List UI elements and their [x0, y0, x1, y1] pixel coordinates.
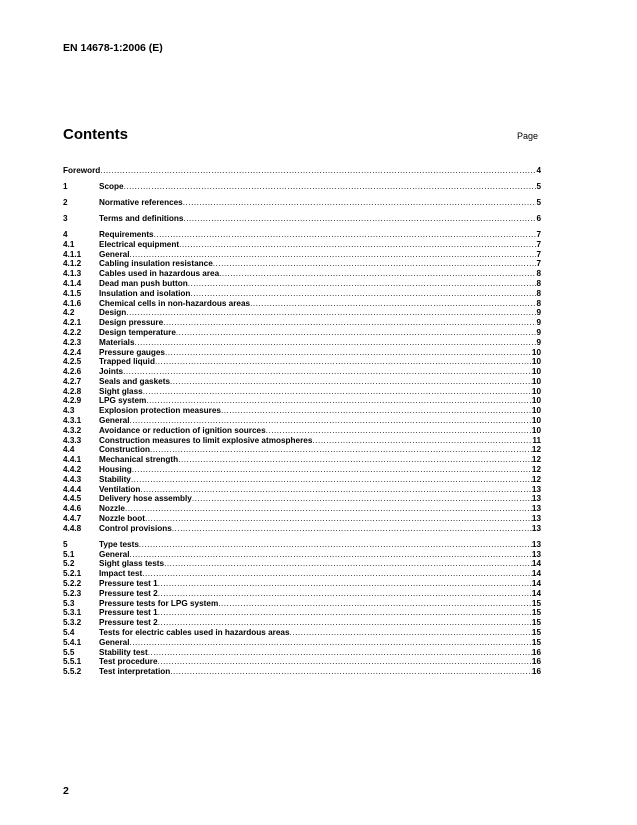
- toc-entry[interactable]: [63, 485, 541, 495]
- toc-entry-number: 1: [63, 181, 68, 191]
- toc-entry[interactable]: [63, 455, 541, 465]
- dot-leader: [130, 550, 532, 560]
- toc-entry-page: 13: [531, 494, 541, 504]
- toc-entry[interactable]: [63, 514, 541, 524]
- toc-entry-title: Delivery hose assembly: [99, 494, 192, 504]
- toc-entry-title: Avoidance or reduction of ignition sources: [99, 425, 266, 435]
- dot-leader: [145, 514, 532, 524]
- toc-entry-number: 4.1.3: [63, 269, 82, 279]
- toc-entry-page: 8: [536, 288, 541, 298]
- dot-leader: [155, 357, 532, 367]
- toc-entry[interactable]: [63, 338, 541, 348]
- dot-leader: [140, 485, 531, 495]
- dot-leader: [130, 416, 532, 426]
- toc-entry-number: 4.1.6: [63, 298, 82, 308]
- dot-leader: [192, 494, 532, 504]
- toc-entry[interactable]: [63, 667, 541, 677]
- toc-entry-page: 12: [531, 474, 541, 484]
- toc-entry-title: Design pressure: [99, 318, 164, 328]
- toc-entry-page: 10: [531, 357, 541, 367]
- toc-entry-number: 5.2.1: [63, 569, 82, 579]
- toc-entry-page: 6: [536, 213, 541, 223]
- toc-entry-title: Pressure test 2: [99, 618, 158, 628]
- dot-leader: [143, 387, 532, 397]
- toc-entry[interactable]: [63, 445, 541, 455]
- toc-entry-page: 13: [531, 549, 541, 559]
- dot-leader: [130, 638, 532, 648]
- toc-entry[interactable]: [63, 259, 541, 269]
- toc-entry[interactable]: [63, 540, 541, 550]
- toc-entry-title: Cabling insulation resistance: [99, 259, 213, 269]
- toc-entry-page: 14: [531, 579, 541, 589]
- toc-entry-title: General: [99, 549, 130, 559]
- toc-entry-title: Electrical equipment: [99, 239, 180, 249]
- toc-entry-number: 4.2.2: [63, 327, 82, 337]
- toc-entry-page: 15: [531, 618, 541, 628]
- toc-entry-number: 4.4.5: [63, 494, 82, 504]
- toc-entry[interactable]: [63, 230, 541, 240]
- toc-entry-number: 4.1.2: [63, 259, 82, 269]
- toc-entry-number: 2: [63, 197, 68, 207]
- toc-entry-page: 7: [536, 229, 541, 239]
- toc-entry-title: Housing: [99, 465, 132, 475]
- toc-entry-number: 4.2.6: [63, 367, 82, 377]
- toc-entry[interactable]: [63, 494, 541, 504]
- toc-entry-page: 14: [531, 569, 541, 579]
- toc-entry[interactable]: [63, 579, 541, 589]
- toc-entry-title: Materials: [99, 337, 135, 347]
- toc-entry-title: Foreword: [63, 166, 101, 175]
- toc-entry[interactable]: [63, 348, 541, 358]
- toc-entry-title: Seals and gaskets: [99, 376, 170, 386]
- toc-entry-number: 4.4.7: [63, 514, 82, 524]
- toc-entry-title: Test interpretation: [99, 667, 171, 677]
- toc-entry-title: Construction: [99, 445, 150, 455]
- toc-entry-number: 4.3.1: [63, 416, 82, 426]
- dot-leader: [142, 569, 532, 579]
- toc-entry-number: 4.2: [63, 308, 75, 318]
- toc-entry[interactable]: [63, 328, 541, 338]
- dot-leader: [139, 540, 532, 550]
- toc-entry[interactable]: [63, 550, 541, 560]
- toc-entry-page: 5: [536, 181, 541, 191]
- toc-entry-title: Trapped liquid: [99, 357, 155, 367]
- toc-entry-page: 8: [536, 269, 541, 279]
- toc-entry-title: Ventilation: [99, 484, 141, 494]
- toc-entry[interactable]: [63, 628, 541, 638]
- dot-leader: [158, 608, 532, 618]
- toc-entry[interactable]: [63, 465, 541, 475]
- toc-entry-page: 5: [536, 197, 541, 207]
- toc-entry-number: 4.2.3: [63, 337, 82, 347]
- toc-entry-page: 15: [531, 608, 541, 618]
- toc-entry-number: 4.4.2: [63, 465, 82, 475]
- dot-leader: [164, 559, 532, 569]
- toc-entry-page: 9: [536, 337, 541, 347]
- toc-entry-page: 4: [536, 166, 541, 175]
- toc-entry-page: 7: [536, 239, 541, 249]
- toc-entry-title: Pressure test 1: [99, 608, 158, 618]
- page-column-label: Page: [517, 131, 539, 141]
- toc-entry-title: Stability test: [99, 647, 148, 657]
- toc-entry-number: 5.1: [63, 549, 75, 559]
- dot-leader: [158, 618, 532, 628]
- toc-entry-page: 10: [531, 386, 541, 396]
- toc-entry-number: 4.2.8: [63, 386, 82, 396]
- toc-entry-title: Sight glass: [99, 386, 143, 396]
- dot-leader: [148, 648, 532, 658]
- toc-entry-number: 5.3.2: [63, 618, 82, 628]
- toc-entry-number: 5: [63, 539, 68, 549]
- dot-leader: [172, 524, 532, 534]
- toc-entry[interactable]: [63, 618, 541, 628]
- toc-entry[interactable]: [63, 648, 541, 658]
- toc-entry-number: 5.3.1: [63, 608, 82, 618]
- toc-entry-title: Stability: [99, 474, 131, 484]
- dot-leader: [250, 299, 536, 309]
- table-of-contents: [63, 166, 541, 677]
- toc-entry-number: 4.1.1: [63, 249, 82, 259]
- toc-entry-page: 10: [531, 376, 541, 386]
- toc-entry-title: Pressure gauges: [99, 347, 165, 357]
- dot-leader: [163, 318, 536, 328]
- toc-entry-title: Cables used in hazardous area: [99, 269, 220, 279]
- toc-entry-page: 9: [536, 318, 541, 328]
- toc-entry-number: 4.3: [63, 406, 75, 416]
- dot-leader: [179, 240, 536, 250]
- toc-entry[interactable]: [63, 289, 541, 299]
- toc-entry[interactable]: [63, 198, 541, 208]
- toc-entry-title: Nozzle boot: [99, 514, 145, 524]
- toc-entry-page: 11: [532, 435, 541, 445]
- toc-entry[interactable]: [63, 308, 541, 318]
- toc-entry-page: 7: [536, 249, 541, 259]
- toc-entry-title: Normative references: [99, 197, 183, 207]
- toc-entry[interactable]: [63, 638, 541, 648]
- toc-entry-number: 4.3.2: [63, 425, 82, 435]
- toc-entry[interactable]: [63, 436, 541, 446]
- dot-leader: [125, 504, 532, 514]
- toc-entry-page: 16: [531, 647, 541, 657]
- toc-entry-number: 5.2: [63, 559, 75, 569]
- toc-entry-page: 8: [536, 298, 541, 308]
- dot-leader: [158, 579, 532, 589]
- toc-entry-number: 4.2.4: [63, 347, 82, 357]
- toc-entry[interactable]: [63, 504, 541, 514]
- toc-entry[interactable]: [63, 269, 541, 279]
- dot-leader: [123, 367, 532, 377]
- toc-entry-number: 4.1: [63, 239, 75, 249]
- toc-entry-page: 10: [531, 425, 541, 435]
- toc-entry[interactable]: [63, 396, 541, 406]
- dot-leader: [312, 436, 532, 446]
- toc-entry[interactable]: [63, 182, 541, 192]
- toc-entry-number: 5.5.2: [63, 667, 82, 677]
- dot-leader: [158, 657, 532, 667]
- toc-entry-title: Joints: [99, 367, 124, 377]
- toc-entry-page: 9: [536, 327, 541, 337]
- dot-leader: [158, 589, 532, 599]
- toc-entry-number: 4: [63, 229, 68, 239]
- toc-entry-number: 4.4.3: [63, 474, 82, 484]
- toc-entry[interactable]: [63, 406, 541, 416]
- toc-entry[interactable]: [63, 377, 541, 387]
- toc-entry-page: 10: [531, 406, 541, 416]
- toc-entry-page: 7: [536, 259, 541, 269]
- toc-entry-page: 8: [536, 278, 541, 288]
- toc-entry-number: 4.2.1: [63, 318, 82, 328]
- toc-entry[interactable]: [63, 367, 541, 377]
- toc-entry-number: 4.4.6: [63, 504, 82, 514]
- toc-entry-number: 5.5: [63, 647, 75, 657]
- toc-entry[interactable]: [63, 608, 541, 618]
- page-number: 2: [63, 785, 69, 797]
- toc-entry-title: Control provisions: [99, 523, 172, 533]
- dot-leader: [146, 396, 532, 406]
- toc-entry-page: 10: [531, 416, 541, 426]
- dot-leader: [135, 338, 537, 348]
- toc-entry[interactable]: [63, 657, 541, 667]
- toc-entry[interactable]: [63, 416, 541, 426]
- toc-entry-title: General: [99, 249, 130, 259]
- toc-entry-title: Test procedure: [99, 657, 158, 667]
- dot-leader: [170, 377, 532, 387]
- toc-entry-title: Dead man push button: [99, 278, 188, 288]
- dot-leader: [188, 279, 537, 289]
- toc-entry-page: 16: [531, 657, 541, 667]
- toc-entry-title: Pressure tests for LPG system: [99, 598, 219, 608]
- dot-leader: [290, 628, 532, 638]
- toc-entry-number: 5.3: [63, 598, 75, 608]
- toc-entry-page: 15: [531, 637, 541, 647]
- toc-entry-title: Insulation and isolation: [99, 288, 191, 298]
- toc-entry-number: 4.2.7: [63, 376, 82, 386]
- dot-leader: [178, 455, 532, 465]
- toc-entry-page: 9: [536, 308, 541, 318]
- toc-entry-title: Impact test: [99, 569, 143, 579]
- dot-leader: [190, 289, 536, 299]
- toc-entry-page: 10: [531, 396, 541, 406]
- toc-entry-title: Pressure test 1: [99, 579, 158, 589]
- dot-leader: [218, 599, 532, 609]
- toc-entry-page: 12: [531, 455, 541, 465]
- toc-entry[interactable]: [63, 569, 541, 579]
- toc-entry[interactable]: [63, 524, 541, 534]
- toc-entry-title: Terms and definitions: [99, 213, 184, 223]
- dot-leader: [100, 166, 536, 176]
- dot-leader: [131, 475, 532, 485]
- dot-leader: [183, 198, 537, 208]
- toc-entry[interactable]: [63, 279, 541, 289]
- toc-entry-number: 4.4.4: [63, 484, 82, 494]
- page-title: Contents: [63, 126, 128, 143]
- toc-entry-page: 12: [531, 445, 541, 455]
- toc-entry-page: 10: [531, 347, 541, 357]
- dot-leader: [170, 667, 532, 677]
- dot-leader: [130, 250, 537, 260]
- toc-entry-page: 15: [531, 628, 541, 637]
- toc-entry-page: 10: [531, 367, 541, 377]
- toc-entry-title: Chemical cells in non-hazardous areas: [99, 298, 251, 308]
- toc-entry-page: 14: [531, 588, 541, 598]
- toc-entry[interactable]: [63, 559, 541, 569]
- toc-entry-title: Design: [99, 308, 127, 318]
- dot-leader: [154, 230, 537, 240]
- toc-entry-page: 16: [531, 667, 541, 677]
- toc-entry-title: General: [99, 637, 130, 647]
- toc-entry[interactable]: [63, 599, 541, 609]
- toc-entry-page: 15: [531, 598, 541, 608]
- dot-leader: [165, 348, 532, 358]
- document-header: EN 14678-1:2006 (E): [63, 42, 163, 54]
- dot-leader: [150, 445, 532, 455]
- toc-entry[interactable]: [63, 166, 541, 176]
- toc-entry-number: 4.2.5: [63, 357, 82, 367]
- toc-entry-number: 4.3.3: [63, 435, 82, 445]
- toc-entry-title: Nozzle: [99, 504, 125, 514]
- dot-leader: [176, 328, 537, 338]
- toc-entry-title: Design temperature: [99, 327, 176, 337]
- toc-entry[interactable]: [63, 299, 541, 309]
- dot-leader: [221, 406, 532, 416]
- toc-entry-number: 4.1.5: [63, 288, 82, 298]
- toc-entry-number: 5.4.1: [63, 637, 82, 647]
- dot-leader: [126, 308, 536, 318]
- toc-entry-number: 3: [63, 213, 68, 223]
- toc-entry-title: Type tests: [99, 539, 139, 549]
- toc-entry-number: 5.2.3: [63, 588, 82, 598]
- toc-entry-title: Pressure test 2: [99, 588, 158, 598]
- toc-entry-number: 4.1.4: [63, 278, 82, 288]
- toc-entry[interactable]: [63, 318, 541, 328]
- toc-entry[interactable]: [63, 240, 541, 250]
- toc-entry-number: 4.4.1: [63, 455, 82, 465]
- dot-leader: [124, 182, 537, 192]
- toc-entry-number: 4.4: [63, 445, 75, 455]
- toc-entry[interactable]: [63, 214, 541, 224]
- toc-entry-page: 14: [531, 559, 541, 569]
- toc-entry-title: Requirements: [99, 229, 154, 239]
- dot-leader: [183, 214, 536, 224]
- dot-leader: [132, 465, 532, 475]
- toc-entry-number: 5.4: [63, 628, 75, 637]
- dot-leader: [219, 269, 536, 279]
- toc-entry-title: Sight glass tests: [99, 559, 165, 569]
- toc-entry-title: General: [99, 416, 130, 426]
- toc-entry[interactable]: [63, 589, 541, 599]
- toc-entry-title: Construction measures to limit explosive atmospheres: [99, 435, 313, 445]
- dot-leader: [266, 426, 532, 436]
- toc-entry[interactable]: [63, 475, 541, 485]
- toc-entry-page: 13: [531, 523, 541, 533]
- toc-entry-page: 13: [531, 514, 541, 524]
- toc-entry[interactable]: [63, 426, 541, 436]
- dot-leader: [213, 259, 537, 269]
- toc-entry-title: Mechanical strength: [99, 455, 179, 465]
- toc-entry-page: 13: [531, 484, 541, 494]
- toc-entry-number: 5.5.1: [63, 657, 82, 667]
- toc-entry[interactable]: [63, 357, 541, 367]
- toc-entry-title: Scope: [99, 181, 124, 191]
- toc-entry-title: LPG system: [99, 396, 147, 406]
- toc-entry-number: 5.2.2: [63, 579, 82, 589]
- toc-entry-number: 4.4.8: [63, 523, 82, 533]
- toc-entry[interactable]: [63, 387, 541, 397]
- toc-entry-page: 13: [531, 504, 541, 514]
- toc-entry-page: 12: [531, 465, 541, 475]
- toc-entry-title: Explosion protection measures: [99, 406, 221, 416]
- toc-entry-number: 4.2.9: [63, 396, 82, 406]
- toc-entry-title: Tests for electric cables used in hazardous areas: [99, 628, 290, 637]
- toc-entry[interactable]: [63, 250, 541, 260]
- toc-entry-page: 13: [531, 539, 541, 549]
